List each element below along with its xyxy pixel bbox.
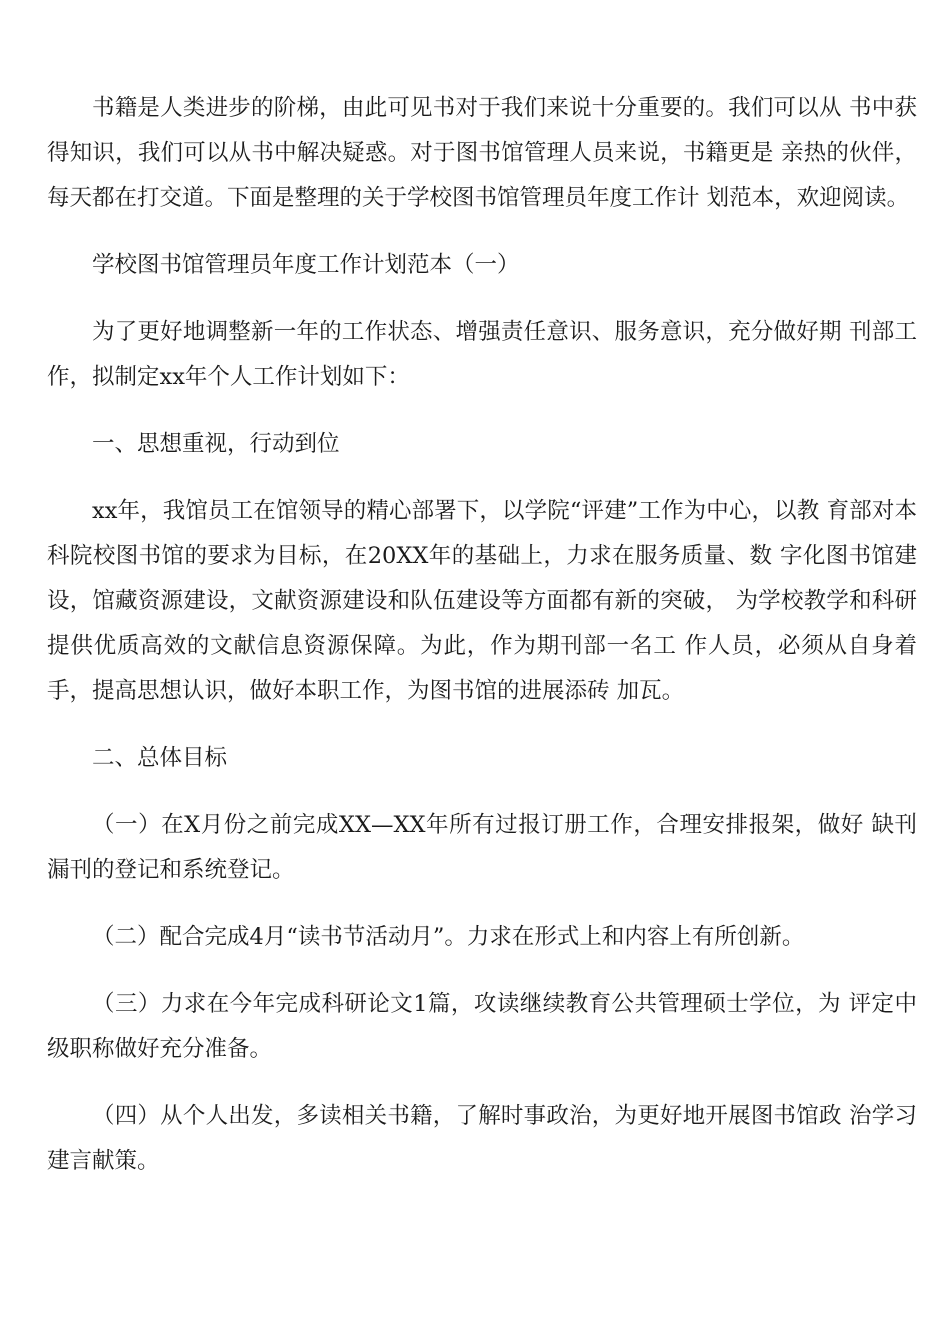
plan-intro-paragraph: 为了更好地调整新一年的工作状态、增强责任意识、服务意识，充分做好期 刊部工作，拟制定xx年个人工作计划如下： bbox=[47, 319, 917, 390]
paragraph-gap bbox=[47, 893, 917, 915]
document-page bbox=[47, 86, 917, 1184]
paragraph-gap bbox=[47, 221, 917, 243]
heading-two: 二、总体目标 bbox=[92, 745, 228, 771]
goal-item-2: （二）配合完成4月“读书节活动月”。力求在形式上和内容上有所创新。 bbox=[92, 924, 805, 950]
paragraph-gap bbox=[47, 1072, 917, 1094]
paragraph-gap bbox=[47, 960, 917, 982]
goal-item-4: （四）从个人出发，多读相关书籍，了解时事政治，为更好地开展图书馆政 治学习建言献策。 bbox=[47, 1103, 917, 1174]
heading-one: 一、思想重视，行动到位 bbox=[92, 431, 340, 457]
paragraph-gap bbox=[47, 400, 917, 422]
goal-item-3: （三）力求在今年完成科研论文1篇，攻读继续教育公共管理硕士学位，为 评定中级职称做好充分准备。 bbox=[47, 991, 917, 1062]
section-title: 学校图书馆管理员年度工作计划范本（一） bbox=[92, 252, 520, 278]
paragraph-gap bbox=[47, 288, 917, 310]
goal-item-1: （一）在X月份之前完成XX—XX年所有过报订册工作，合理安排报架，做好 缺刊漏刊的登记和系统登记。 bbox=[47, 812, 917, 883]
paragraph-gap bbox=[47, 467, 917, 489]
intro-paragraph: 书籍是人类进步的阶梯，由此可见书对于我们来说十分重要的。我们可以从 书中获得知识，我们可以从书中解决疑惑。对于图书馆管理人员来说，书籍更是 亲热的伙伴，每天都在打交道。下面是整理的关于学校图书馆管理员年度工作计 划范本，欢迎阅读。 bbox=[47, 95, 917, 211]
paragraph-gap bbox=[47, 714, 917, 736]
paragraph-gap bbox=[47, 781, 917, 803]
heading-one-body: xx年，我馆员工在馆领导的精心部署下，以学院“评建”工作为中心，以教 育部对本科院校图书馆的要求为目标，在20XX年的基础上，力求在服务质量、数 字化图书馆建设，馆藏资源建设，文献资源建设和队伍建设等方面都有新的突破， 为学校教学和科研提供优质高效的文献信息资源保障。为此，作为期刊部一名工 作人员，必须从自身着手，提高思想认识，做好本职工作，为图书馆的进展添砖 加瓦。 bbox=[47, 498, 917, 704]
